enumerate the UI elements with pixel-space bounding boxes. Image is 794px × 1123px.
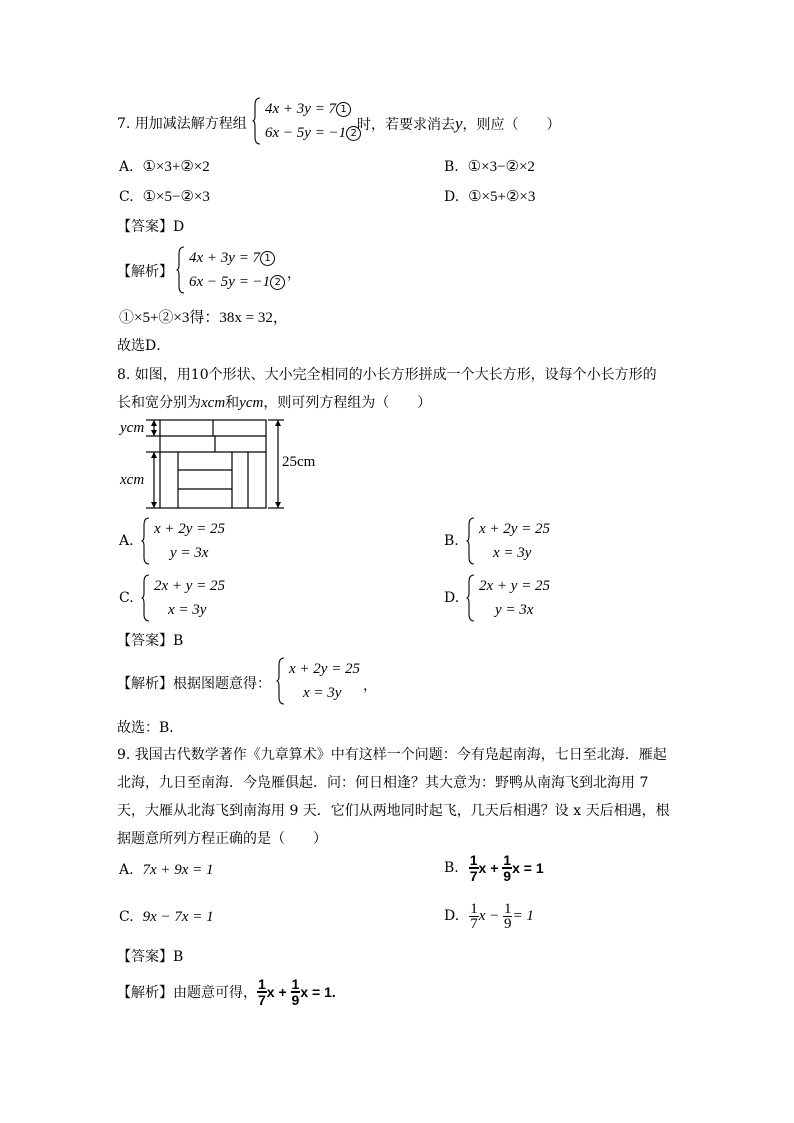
q7-eq2: 6x − 5y = −1: [265, 125, 347, 141]
q8-stem-line2: 长和宽分别为xcm和ycm，则可列方程组为（ ）: [117, 395, 432, 411]
q7-analysis-tag: 【解析】: [117, 264, 173, 280]
q8-option-a: x + 2y = 25 y = 3x: [141, 517, 225, 565]
q9-d-frac2: $\frac{1}{9}$: [503, 900, 512, 932]
q7-var: y: [455, 114, 463, 133]
q9-b-frac2: $\frac{1}{9}$: [503, 852, 512, 884]
circled-one-icon: 1: [336, 102, 351, 117]
q7-analysis-system: 4x + 3y = 7 1 6x − 5y = −1 2: [176, 246, 285, 294]
q7-option-c: C. ①×5−②×3: [119, 189, 210, 205]
brace-icon: [141, 517, 150, 565]
circled-two-icon: 2: [270, 275, 285, 290]
q9-option-c: C. 9x − 7x = 1: [119, 909, 214, 925]
brace-icon: [276, 657, 285, 705]
q7-conclusion: 故选D．: [117, 338, 171, 354]
q7-eq1: 4x + 3y = 7: [265, 101, 337, 117]
q8-x-unit: xcm: [201, 395, 226, 411]
q8-option-d: 2x + y = 25 y = 3x: [466, 574, 550, 622]
q9-option-b: B. $\frac{1}{7}$ x + $\frac{1}{9}$ x = 1: [444, 852, 544, 884]
q8-stem-line1: 8. 如图，用10个形状、大小完全相同的小长方形拼成一个大长方形，设每个小长方形的: [117, 367, 657, 383]
q8-answer: 【答案】B: [117, 633, 184, 649]
brace-icon: [141, 574, 150, 622]
q9-option-d: D. $\frac{1}{7}$ x − $\frac{1}{9}$ = 1: [444, 900, 534, 932]
q9-line1: 9. 我国古代数学著作《九章算术》中有这样一个问题：今有凫起南海，七日至北海．雁起: [117, 747, 667, 763]
circled-two-icon: 2: [346, 126, 361, 141]
q7-analysis-comma: ，: [287, 266, 301, 282]
q7-answer: 【答案】D: [117, 219, 185, 235]
q9-line3: 天，大雁从北海飞到南海用 9 天．它们从两地同时起飞，几天后相遇？设 x 天后相遇，根: [117, 803, 670, 819]
q8-option-a-label: A.: [119, 533, 134, 549]
q8-analysis-comma: ，: [363, 678, 377, 694]
q9-line2: 北海，九日至南海．今凫雁俱起．问：何日相逢？其大意为：野鸭从南海飞到北海用 7: [117, 775, 649, 791]
q7-option-a: A. ①×3+②×2: [119, 159, 210, 175]
q7-stem-before: 用加减法解方程组: [134, 116, 247, 132]
q8-conclusion: 故选：B．: [117, 720, 184, 736]
figure-label-total: 25cm: [282, 454, 316, 470]
q7-number: 7.: [117, 116, 131, 132]
figure-label-x: xcm: [120, 472, 145, 488]
q9-option-a: A. 7x + 9x = 1: [119, 862, 214, 878]
q9-analysis-frac2: $\frac{1}{9}$: [291, 976, 300, 1008]
q9-line4: 据题意所列方程正确的是（ ）: [117, 831, 327, 847]
q8-analysis: 【解析】根据图题意得：: [117, 676, 271, 692]
brace-icon: [466, 517, 475, 565]
q7-option-b: B. ①×3−②×2: [444, 159, 535, 175]
q7-stem: [117, 111, 247, 137]
q8-figure: [118, 414, 328, 514]
q9-analysis: 【解析】 由题意可得， $\frac{1}{7}$ x + $\frac{1}{9}$ x = 1 .: [117, 976, 336, 1008]
brace-icon: [466, 574, 475, 622]
brace-icon: [252, 97, 261, 145]
q8-analysis-system: x + 2y = 25 x = 3y: [276, 657, 360, 705]
q7-stem-tail: 时，若要求消去y，则应（ ）: [357, 114, 561, 133]
q8-option-c-label: C.: [119, 590, 134, 606]
q9-b-frac1: $\frac{1}{7}$: [469, 852, 478, 884]
q8-option-d-label: D.: [444, 590, 460, 606]
q9-d-frac1: $\frac{1}{7}$: [470, 900, 478, 932]
q9-answer: 【答案】B: [117, 949, 184, 965]
q9-analysis-frac1: $\frac{1}{7}$: [258, 976, 266, 1008]
q7-step: ①×5+②×3得：38x = 32，: [119, 310, 288, 326]
q8-option-b: x + 2y = 25 x = 3y: [466, 517, 550, 565]
circled-one-icon: 1: [260, 251, 275, 266]
q8-y-unit: ycm: [239, 395, 264, 411]
q7-option-d: D. ①×5+②×3: [444, 189, 536, 205]
q8-option-b-label: B.: [444, 533, 459, 549]
q8-option-c: 2x + y = 25 x = 3y: [141, 574, 225, 622]
figure-label-y: ycm: [120, 420, 145, 436]
q7-system: [252, 97, 361, 145]
brace-icon: [176, 246, 185, 294]
